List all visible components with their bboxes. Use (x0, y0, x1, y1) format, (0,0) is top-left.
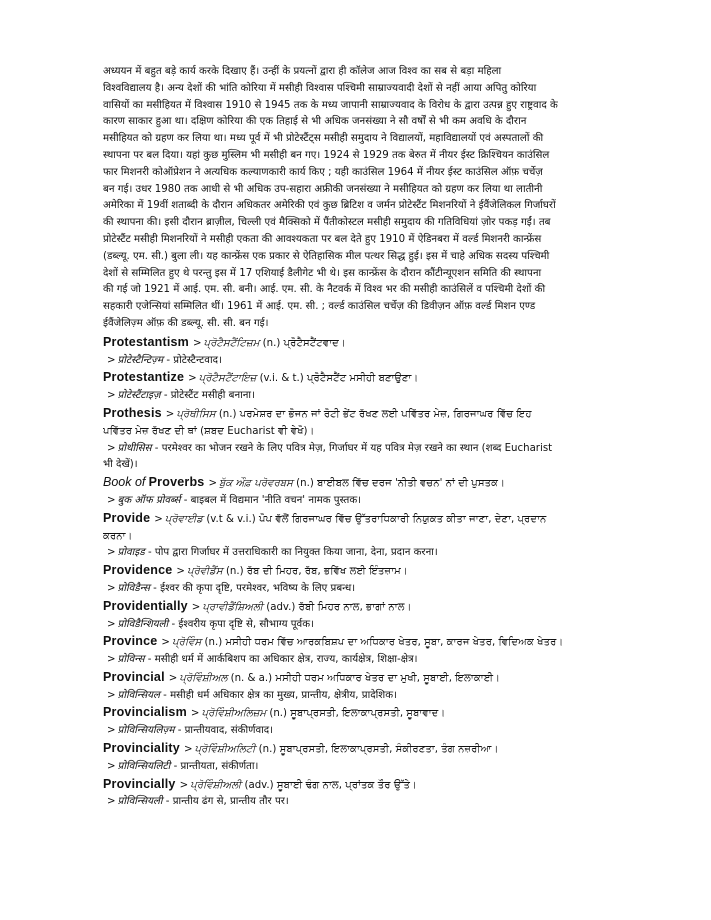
hindi-definition: - प्रोटेस्टैन्टवाद। (166, 354, 222, 366)
dictionary-entry (103, 669, 605, 705)
entry-part-of-speech: (adv.) (266, 601, 296, 613)
arrow-glyph: > (208, 478, 217, 490)
entry-pronunciation: ਪ੍ਰਾਵੀਡੈਂਸ਼ਿਅਲੀ (202, 601, 263, 613)
entry-term: Providence (103, 563, 173, 578)
entry-term: Provinciality (103, 741, 180, 756)
arrow-glyph: > (107, 582, 116, 594)
entry-pronunciation: ਪ੍ਰੋਵਿੰਸ਼ੀਅਲ (179, 672, 228, 684)
entry-headline (103, 669, 605, 688)
hindi-definition-continued: भी देखें)। (103, 459, 138, 471)
entry-hindi-line (103, 388, 605, 405)
entry-definition: ਰੱਬ ਦੀ ਮਿਹਰ, ਰੱਬ, ਭਵਿੱਖ ਲਈ ਇੰਤਜ਼ਾਮ। (246, 566, 408, 578)
entry-definition: ਬਾਈਬਲ ਵਿੱਚ ਦਰਜ 'ਨੀਤੀ ਵਚਨ' ਨਾਂ ਦੀ ਪੁਸਤਕ। (317, 478, 505, 490)
intro-line: देशों से सम्मिलित हुए थे परन्तु इस में 17 एशियाई डैलीगेट भी थे। इस कान्फ्रेंस के दौरान कौंटीन्यूएशन समिति की स्थापना (103, 267, 542, 279)
entry-definition-continued: ਪਵਿੱਤਰ ਮੇਜ਼ ਰੱਖਣ ਦੀ ਥਾਂ (ਸ਼ਬਦ Eucharist ਵੀ ਵੇਖੋ)। (103, 425, 315, 437)
arrow-glyph: > (107, 354, 116, 366)
entry-definition: ਪ੍ਰੋਟੈਸਟੈਂਟ ਮਸੀਹੀ ਬਣਾਉਣਾ। (306, 373, 419, 385)
entry-hindi-line (103, 723, 605, 740)
arrow-glyph: > (107, 618, 116, 630)
entry-pronunciation: ਪ੍ਰੋਟੈਸਟੈਂਟਿਜ਼ਮ (203, 337, 260, 349)
entry-headline (103, 562, 605, 581)
hindi-transliteration: प्रोविडैन्शियली (117, 618, 169, 630)
entry-definition: ਪੋਪ ਵੱਲੋਂ ਗਿਰਜਾਘਰ ਵਿੱਚ ਉੱਤਰਾਧਿਕਾਰੀ ਨਿਯੁਕਤ ਕੀਤਾ ਜਾਣਾ, ਦੇਣਾ, ਪ੍ਰਦਾਨ (258, 513, 547, 525)
intro-line: अध्ययन में बहुत बड़े कार्य करके दिखाए हैं। उन्हीं के प्रयत्नों द्वारा ही कॉलेज आज विश्व का सब से बड़ा महिला (103, 66, 502, 77)
intro-line: स्थापना पर बल दिया। यहां कुछ मुस्लिम भी मसीही बन गए। 1924 से 1929 तक बेरुत में नीयर ईस्ट क्रिश्चियन काउंसिल (103, 149, 550, 161)
hindi-transliteration: प्रोटेस्टैन्टिज़्म (117, 354, 164, 366)
intro-line: बन गई। उधर 1980 तक आधी से भी अधिक उप-सहारा अफ्रीकी जनसंख्या ने मसीहियत को ग्रहण कर लिया था लातीनी (103, 183, 543, 195)
entry-term: Province (103, 634, 158, 649)
hindi-definition: - बाइबल में विद्यमान 'नीति वचन' नामक पुस्तक। (183, 494, 362, 506)
entry-headline (103, 776, 605, 795)
entry-definition-continued: ਕਰਨਾ। (103, 530, 133, 542)
intro-line: मसीहियत को ग्रहण कर लिया था। मध्य पूर्व में भी प्रोटेस्टैंट्स मसीही समुदाय ने विद्यालयों, महाविद्यालयों एवं अस्पतालों की (103, 133, 544, 145)
intro-line: वासियों का मसीहियत में विश्वास 1910 से 1945 तक के मध्य जापानी साम्राज्यवाद के विरोध के द्वारा उत्पन्न हुए राष्ट्रवाद के (103, 99, 558, 111)
entry-part-of-speech: (n.) (204, 637, 223, 649)
entry-part-of-speech: (n.) (218, 408, 237, 420)
hindi-transliteration: बुक ऑफ प्रोवर्ब्स (117, 494, 181, 506)
entry-hindi-line (103, 545, 605, 562)
hindi-transliteration: प्रोविन्सियली (117, 796, 163, 808)
arrow-glyph: > (192, 337, 202, 349)
entry-definition: ਮਸੀਹੀ ਧਰਮ ਅਧਿਕਾਰ ਖੇਤਰ ਦਾ ਮੁਖੀ, ਸੂਬਾਈ, ਇਲਾਕਾਈ। (275, 672, 501, 684)
intro-line: कारण साकार हुआ था। दक्षिण कोरिया की एक तिहाई से भी अधिक जनसंख्या ने सौ वर्षों से भी कम अवधि के दौरान (103, 116, 527, 128)
intro-line: अमेरिका में 19वीं शताब्दी के दौरान अधिकतर अमेरिकी एवं कुछ ब्रिटिश व जर्मन प्रोटेस्टैंट मिशनरियों ने ईवैंजेलिकल गिर्जाघरों (103, 200, 556, 212)
arrow-glyph: > (107, 689, 116, 701)
intro-line: की स्थापना की। इसी दौरान ब्राज़ील, चिल्ली एवं मैक्सिको में पैंतीकोस्टल मसीही समुदाय की गतिविधियां ज़ोर पकड़ गईं। तब (103, 217, 551, 229)
entry-headline (103, 474, 605, 493)
entry-part-of-speech: (n. & a.) (230, 672, 273, 684)
entry-definition: ਸੂਬਾਪ੍ਰਸਤੀ, ਇਲਾਕਾਪ੍ਰਸਤੀ, ਸੂਬਾਵਾਦ। (290, 708, 446, 720)
dictionary-entry (103, 369, 605, 405)
entry-headline (103, 334, 605, 353)
hindi-definition: - प्रान्तीयवाद, संकीर्णवाद। (177, 725, 274, 737)
arrow-glyph: > (165, 408, 175, 420)
entry-definition: ਸੂਬਾਪ੍ਰਸਤੀ, ਇਲਾਕਾਪ੍ਰਸਤੀ, ਸੰਕੀਰਣਤਾ, ਤੰਗ ਨਜ਼ਰੀਆ। (279, 744, 499, 756)
dictionary-page (103, 64, 605, 811)
entry-definition: ਸੂਬਾਈ ਢੰਗ ਨਾਲ, ਪ੍ਰਾਂਤਕ ਤੌਰ ਉੱਤੇ। (276, 779, 417, 791)
intro-line: की गई जो 1921 में आई. एम. सी. बनी। आई. एम. सी. के नैटवर्क में विश्व भर की मसीही काउंसिलें व पश्चिमी देशों की (103, 284, 546, 296)
intro-line: प्रोटेस्टैंट मसीही मिशनरियों ने मसीही एकता की आवश्यकता पर बल देते हुए 1910 में ऐडिनबरा में वर्ल्ड मिशनरी कान्फ्रेंस (103, 233, 542, 245)
arrow-glyph: > (183, 744, 193, 756)
entry-definition: ਰੱਬੀ ਮਿਹਰ ਨਾਲ, ਭਾਗਾਂ ਨਾਲ। (298, 601, 412, 613)
entry-pronunciation: ਬੁੱਕ ਔਫ਼ ਪਰੋਵਰਬਸ (218, 478, 293, 490)
hindi-transliteration: प्रोथीसिस (117, 442, 152, 454)
intro-paragraph (103, 64, 605, 333)
entry-term-prefix: Book of (103, 475, 146, 490)
entry-term: Provide (103, 510, 151, 525)
entry-definition: ਮਸੀਹੀ ਧਰਮ ਵਿੱਚ ਆਰਕਬਿਸ਼ਪ ਦਾ ਅਧਿਕਾਰ ਖੇਤਰ, ਸੂਬਾ, ਕਾਰਜ ਖੇਤਰ, ਵਿਦਿਅਕ ਖੇਤਰ। (225, 637, 564, 649)
entry-pronunciation: ਪ੍ਰੋਥੀਸਿਸ (176, 408, 216, 420)
entry-pronunciation: ਪ੍ਰੋਵੀਡੈਂਸ (186, 566, 223, 578)
arrow-glyph: > (107, 760, 116, 772)
entry-part-of-speech: (v.i. & t.) (259, 373, 304, 385)
entry-pronunciation: ਪ੍ਰੋਵਿੰਸ਼ੀਅਲੀ (190, 779, 242, 791)
intro-line: विश्वविद्यालय है। अन्य देशों की भांति कोरिया में मसीही विश्वास पश्चिमी साम्राज्यवादी देशों से नहीं आया अपितु कोरिया (103, 82, 537, 94)
entry-hindi-line (103, 441, 605, 458)
entry-part-of-speech: (n.) (296, 478, 314, 490)
entry-headline (103, 510, 605, 529)
hindi-definition: - प्रान्तीयता, संकीर्णता। (173, 760, 259, 772)
arrow-glyph: > (107, 547, 116, 559)
dictionary-entry (103, 510, 605, 562)
intro-line: फार मिशनरी कोऑप्रेशन ने अत्यधिक कल्याणकारी कार्य किए ; यही काउंसिल 1964 में नीयर ईस्ट काउंसिल ऑफ़ चर्चेज़ (103, 166, 543, 178)
dictionary-entry (103, 776, 605, 812)
arrow-glyph: > (107, 494, 116, 506)
entry-pronunciation: ਪ੍ਰੋਟੈਸਟੈਂਟਾਇਜ਼ (198, 373, 257, 385)
hindi-transliteration: प्रोविन्सियल (117, 689, 160, 701)
entry-headline (103, 704, 605, 723)
hindi-transliteration: प्रोवाइड (117, 547, 145, 559)
hindi-definition: - मसीही धर्म में आर्कबिशप का अधिकार क्षेत्र, राज्य, कार्यक्षेत्र, शिक्षा-क्षेत्र। (147, 654, 418, 666)
entry-hindi-line (103, 688, 605, 705)
arrow-glyph: > (190, 708, 200, 720)
arrow-glyph: > (188, 373, 197, 385)
dictionary-entry (103, 405, 605, 474)
dictionary-entry (103, 740, 605, 776)
entry-headline (103, 405, 605, 424)
intro-line: ईवैंजेलिज़्म ऑफ़ की डब्ल्यू. सी. सी. बन गई। (103, 317, 269, 329)
entry-part-of-speech: (n.) (225, 566, 244, 578)
hindi-transliteration: प्रोविन्सियलिटी (117, 760, 171, 772)
entry-term: Provincial (103, 669, 165, 684)
intro-line: (डब्ल्यू. एम. सी.) बुला ली। यह कान्फ्रेंस एक प्रकार से ऐतिहासिक मील पत्थर सिद्ध हुई। इस में चाहे अधिक सदस्य पश्चिमी (103, 250, 550, 262)
arrow-glyph: > (154, 513, 163, 525)
entry-part-of-speech: (n.) (258, 744, 277, 756)
entry-hindi-line (103, 759, 605, 776)
entry-headline (103, 598, 605, 617)
dictionary-entry (103, 562, 605, 598)
hindi-transliteration: प्रोविन्सियलिज़्म (117, 725, 175, 737)
entry-hindi-line (103, 493, 605, 510)
dictionary-entry (103, 598, 605, 634)
entry-term: Provincially (103, 776, 176, 791)
hindi-definition: - प्रोटेस्टैंट मसीही बनाना। (163, 390, 255, 402)
entry-part-of-speech: (v.t & v.i.) (206, 513, 256, 525)
arrow-glyph: > (176, 566, 185, 578)
entry-part-of-speech: (adv.) (244, 779, 274, 791)
entry-part-of-speech: (n.) (269, 708, 288, 720)
entry-hindi-line (103, 617, 605, 634)
entry-headline (103, 633, 605, 652)
arrow-glyph: > (191, 601, 201, 613)
entry-part-of-speech: (n.) (262, 337, 281, 349)
hindi-definition: - ईश्वरीय कृपा दृष्टि से, सौभाग्य पूर्वक। (171, 618, 314, 630)
entry-hindi-line (103, 581, 605, 598)
entry-hindi-line (103, 353, 605, 370)
dictionary-entry (103, 334, 605, 370)
hindi-transliteration: प्रोविन्स (117, 654, 145, 666)
entry-definition: ਪ੍ਰੋਟੈਸਟੈਂਟਵਾਦ। (283, 337, 346, 349)
entry-term: Provincialism (103, 705, 187, 720)
entry-term: Prothesis (103, 405, 162, 420)
hindi-definition: - प्रान्तीय ढंग से, प्रान्तीय तौर पर। (165, 796, 289, 808)
dictionary-entry (103, 633, 605, 669)
entry-pronunciation: ਪ੍ਰੋਵਿੰਸ (171, 637, 202, 649)
entry-term: Protestantism (103, 334, 189, 349)
entry-list (103, 334, 605, 812)
entry-term: Providentially (103, 598, 188, 613)
entry-definition: ਪਰਮੇਸ਼ਰ ਦਾ ਭੋਜਨ ਜਾਂ ਰੋਟੀ ਭੇਂਟ ਰੱਖਣ ਲਈ ਪਵਿੱਤਰ ਮੇਜ਼, ਗਿਰਜਾਘਰ ਵਿੱਚ ਇਹ (239, 408, 532, 420)
arrow-glyph: > (107, 796, 116, 808)
arrow-glyph: > (179, 779, 189, 791)
arrow-glyph: > (107, 725, 116, 737)
arrow-glyph: > (107, 390, 116, 402)
hindi-transliteration: प्रोटेस्टैंटाइज़ (117, 390, 161, 402)
arrow-glyph: > (107, 442, 116, 454)
hindi-definition: - ईश्वर की कृपा दृष्टि, परमेश्वर, भविष्य के लिए प्रबन्ध। (153, 582, 356, 594)
dictionary-entry (103, 704, 605, 740)
entry-hindi-line (103, 794, 605, 811)
dictionary-entry (103, 474, 605, 510)
entry-pronunciation: ਪ੍ਰੋਵਾਈਡ (164, 513, 204, 525)
arrow-glyph: > (168, 672, 178, 684)
hindi-definition: - परमेश्वर का भोजन रखने के लिए पवित्र मेज़, गिर्जाघर में यह पवित्र मेज़ रखने का स्थान (शब्द Eucharist (154, 442, 553, 454)
entry-headline (103, 369, 605, 388)
arrow-glyph: > (107, 654, 116, 666)
entry-term: Protestantize (103, 370, 185, 385)
entry-headline (103, 740, 605, 759)
intro-line: सहकारी एजेन्सियां सम्मिलित थीं। 1961 में आई. एम. सी. ; वर्ल्ड काउंसिल चर्चेज़ की डिवीज़न ऑफ़ वर्ल्ड मिशन एण्ड (103, 301, 536, 313)
hindi-transliteration: प्रोविडैन्स (117, 582, 150, 594)
arrow-glyph: > (161, 637, 170, 649)
entry-term: Proverbs (148, 475, 205, 490)
entry-hindi-line (103, 652, 605, 669)
entry-pronunciation: ਪ੍ਰੋਵਿੰਸ਼ੀਅਲਿਟੀ (194, 744, 256, 756)
hindi-definition: - पोप द्वारा गिर्जाघर में उत्तराधिकारी का नियुक्त किया जाना, देना, प्रदान करना। (148, 547, 438, 559)
entry-pronunciation: ਪ੍ਰੋਵਿੰਸ਼ੀਅਲਿਜ਼ਮ (201, 708, 267, 720)
hindi-definition: - मसीही धर्म अधिकार क्षेत्र का मुख्य, प्रान्तीय, क्षेत्रीय, प्रादेशिक। (163, 689, 397, 701)
